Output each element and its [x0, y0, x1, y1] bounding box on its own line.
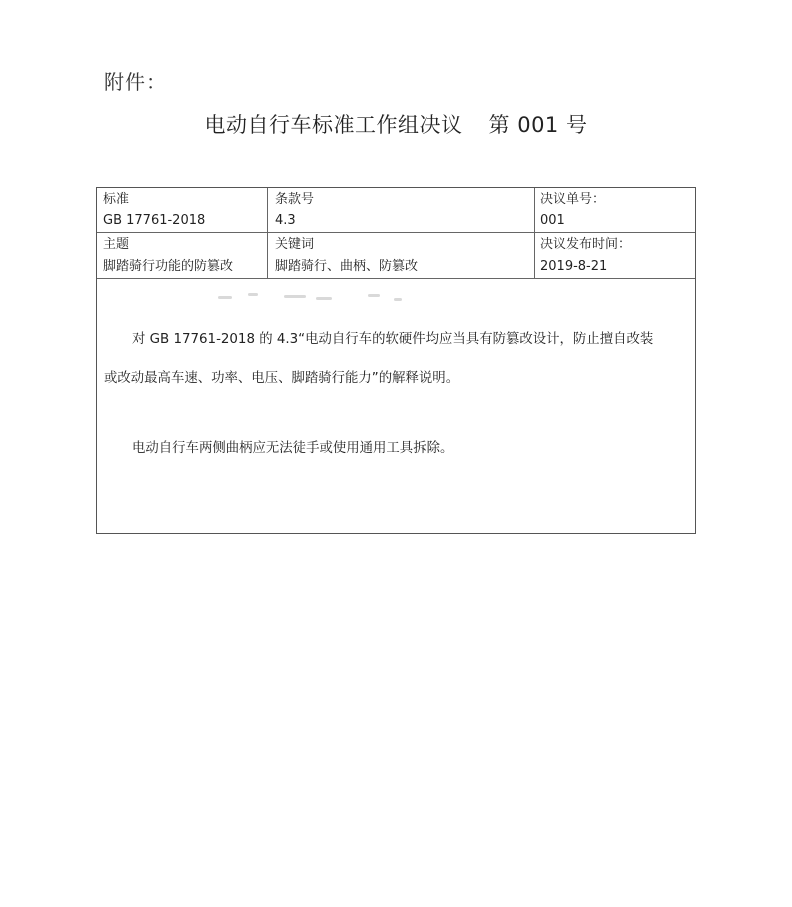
clause-value: 4.3: [275, 213, 296, 228]
table-divider-row: [97, 232, 695, 233]
paragraph-1-line-1: 对 GB 17761-2018 的 4.3“电动自行车的软硬件均应当具有防篡改设计，防止擅自改装: [132, 332, 654, 347]
standard-label: 标准: [103, 192, 130, 207]
resolution-table: [96, 187, 696, 534]
title-number: 第 001 号: [488, 113, 588, 137]
document-title: [0, 109, 792, 139]
paragraph-2: 电动自行车两侧曲柄应无法徒手或使用通用工具拆除。: [132, 441, 454, 456]
topic-label: 主题: [103, 237, 130, 252]
resolution-label: 决议单号：: [540, 192, 606, 207]
keywords-value: 脚踏骑行、曲柄、防篡改: [275, 259, 419, 274]
table-divider-col2: [534, 188, 535, 278]
standard-value: GB 17761-2018: [103, 213, 206, 228]
date-value: 2019-8-21: [540, 259, 608, 274]
keywords-label: 关键词: [275, 237, 315, 252]
title-main: 电动自行车标准工作组决议: [204, 113, 463, 137]
scan-artifact: [218, 290, 408, 304]
resolution-value: 001: [540, 213, 565, 228]
paragraph-1-line-2: 或改动最高车速、功率、电压、脚踏骑行能力”的解释说明。: [104, 371, 460, 386]
attachment-label: 附件：: [104, 70, 167, 94]
clause-label: 条款号: [275, 192, 315, 207]
table-divider-header: [97, 278, 695, 279]
topic-value: 脚踏骑行功能的防篡改: [103, 259, 234, 274]
table-divider-col1: [267, 188, 268, 278]
date-label: 决议发布时间：: [540, 237, 632, 252]
